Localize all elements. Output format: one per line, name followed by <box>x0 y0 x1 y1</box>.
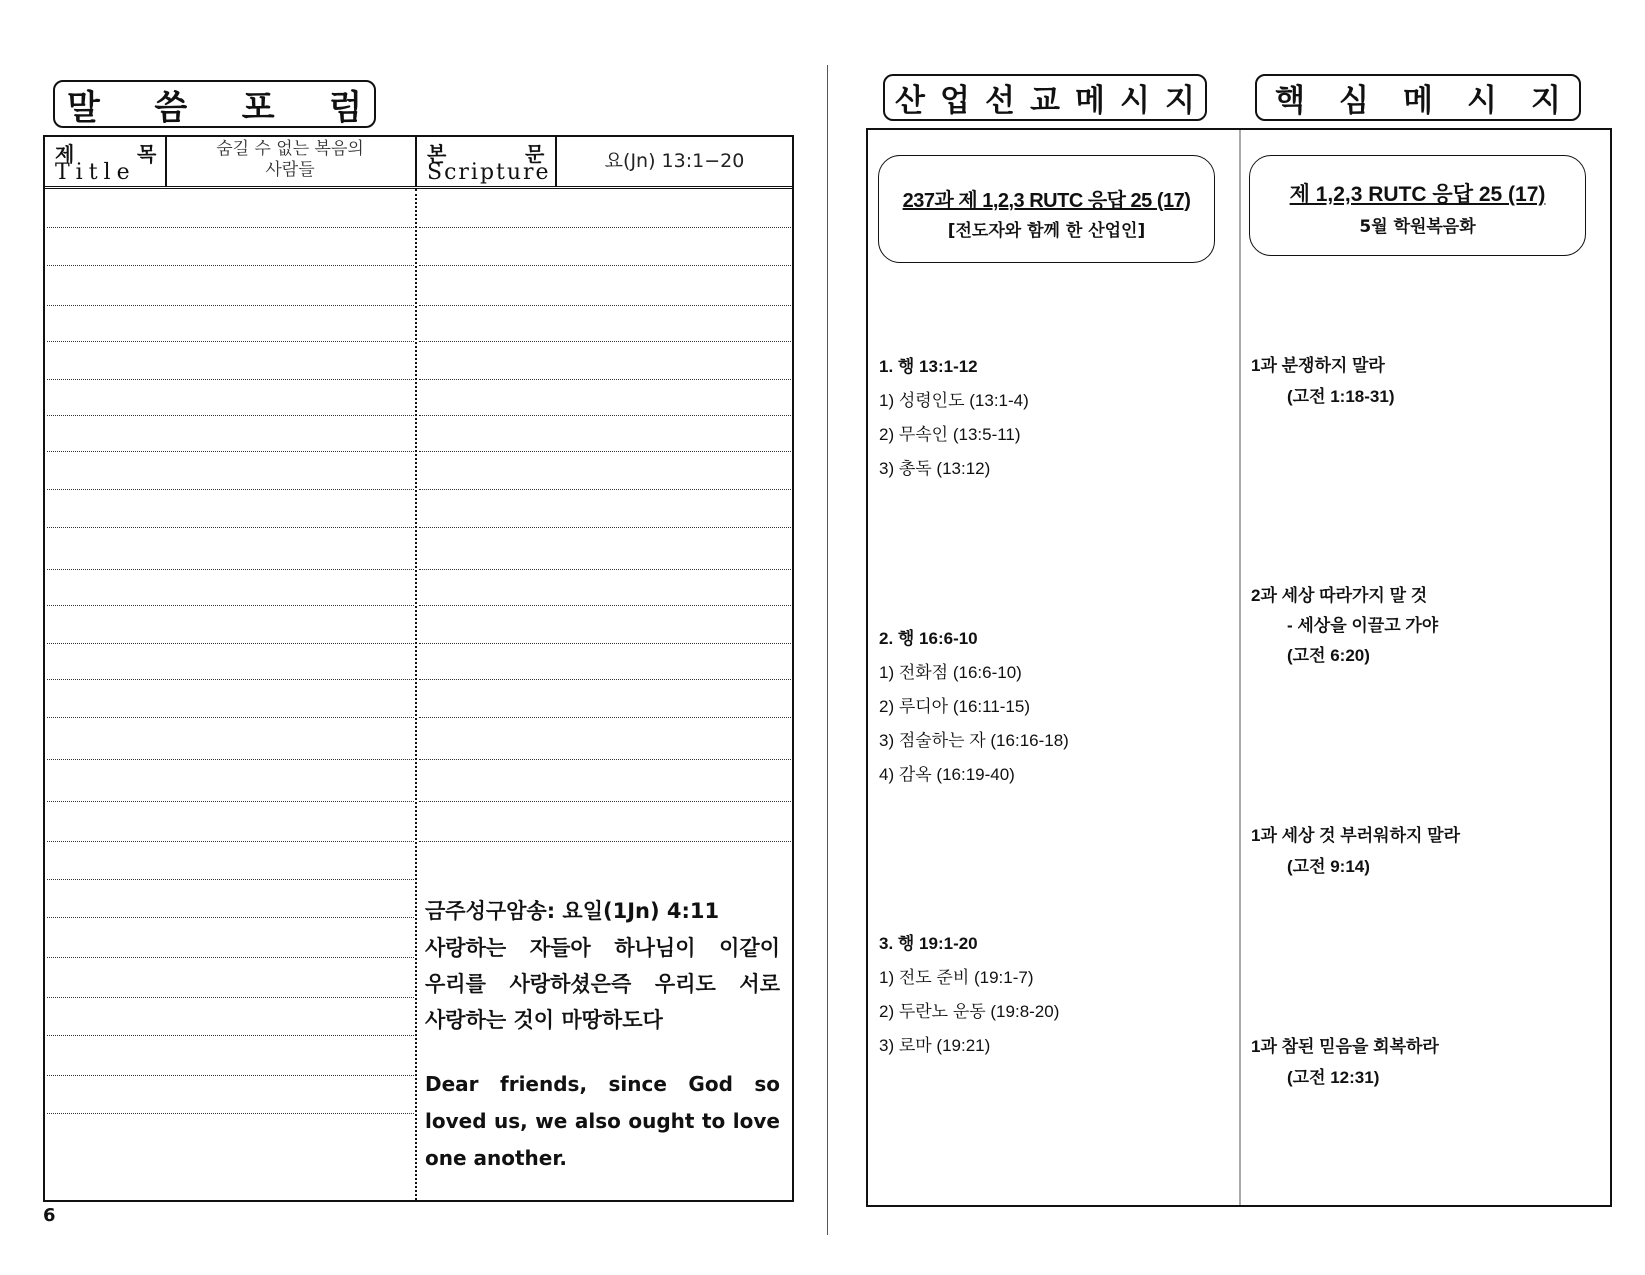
note-line <box>47 1113 414 1114</box>
scripture-label-cell <box>417 137 553 186</box>
left-heading <box>53 80 376 128</box>
heading-char: 업 <box>940 83 970 119</box>
note-line <box>47 227 414 228</box>
note-line <box>47 1075 414 1076</box>
title-label-ko-1: 제 <box>55 142 75 166</box>
note-line <box>47 569 414 570</box>
section-item: 2) 무속인 (13:5-11) <box>879 425 1021 444</box>
title-label-en: Title <box>55 160 136 185</box>
heading-char: 교 <box>1030 83 1060 119</box>
section-item: 3) 점술하는 자 (16:16-18) <box>879 731 1069 750</box>
heading-char: 지 <box>1531 83 1561 119</box>
memory-verse-en-3: one another. <box>425 1146 567 1170</box>
notes-column-divider <box>415 189 417 1200</box>
note-line <box>419 341 791 342</box>
note-line <box>47 957 414 958</box>
heading-char: 지 <box>1165 83 1195 119</box>
note-line <box>47 679 414 680</box>
note-line <box>419 227 791 228</box>
note-line <box>47 879 414 880</box>
note-line <box>419 265 791 266</box>
core-message-heading <box>1255 74 1581 121</box>
industrial-mission-heading <box>883 74 1207 121</box>
memory-verse-en-2: loved us, we also ought to love <box>425 1109 780 1133</box>
note-line <box>47 997 414 998</box>
page-fold-line <box>827 65 828 1235</box>
heading-char: 산 <box>895 83 925 119</box>
heading-char: 심 <box>1339 83 1369 119</box>
note-line <box>419 717 791 718</box>
heading-char: 메 <box>1403 83 1433 119</box>
note-line <box>47 717 414 718</box>
scripture-label-ko-1: 본 <box>427 142 447 166</box>
note-line <box>47 643 414 644</box>
title-label-ko-2: 목 <box>137 142 157 166</box>
section-title: 2. 행 16:6-10 <box>879 629 978 648</box>
column-divider <box>1239 130 1241 1205</box>
section-item: 3) 총독 (13:12) <box>879 459 991 478</box>
core-box-line1: 제 1,2,3 RUTC 응답 25 (17) <box>1289 183 1546 206</box>
title-label-cell <box>45 137 165 186</box>
heading-char: 시 <box>1120 83 1150 119</box>
section-title: 1. 행 13:1-12 <box>879 357 978 376</box>
lesson-ref: (고전 12:31) <box>1287 1068 1380 1087</box>
lesson-title: 2과 세상 따라가지 말 것 <box>1251 586 1428 605</box>
note-line <box>419 841 791 842</box>
section-item: 2) 루디아 (16:11-15) <box>879 697 1031 716</box>
memory-verse-block <box>425 892 780 1177</box>
memory-verse-ko-3: 사랑하는 것이 마땅하도다 <box>425 1008 663 1032</box>
sermon-notes-table <box>43 135 794 1202</box>
note-line <box>419 379 791 380</box>
lesson-ref: (고전 1:18-31) <box>1287 387 1395 406</box>
section-item: 2) 두란노 운동 (19:8-20) <box>879 1002 1060 1021</box>
note-line <box>419 605 791 606</box>
heading-char: 포 <box>241 87 275 128</box>
topic-box-line2: [전도자와 함께 한 산업인] <box>947 221 1146 241</box>
lesson-subline: - 세상을 이끌고 가야 <box>1287 616 1439 635</box>
title-value-cell <box>167 137 413 186</box>
section-item: 1) 성령인도 (13:1-4) <box>879 391 1029 410</box>
section-item: 3) 로마 (19:21) <box>879 1036 991 1055</box>
note-line <box>419 759 791 760</box>
note-line <box>47 759 414 760</box>
heading-char: 말 <box>67 87 100 128</box>
heading-char: 메 <box>1075 83 1105 119</box>
title-value-line2: 사람들 <box>265 160 315 180</box>
section-item: 4) 감옥 (16:19-40) <box>879 765 1015 784</box>
note-line <box>419 415 791 416</box>
heading-char: 럼 <box>329 87 362 128</box>
note-line <box>419 801 791 802</box>
heading-char: 시 <box>1467 83 1497 119</box>
note-line <box>419 305 791 306</box>
note-line <box>47 341 414 342</box>
note-line <box>47 305 414 306</box>
page-number: 6 <box>43 1205 56 1226</box>
note-line <box>419 643 791 644</box>
scripture-value: 요(Jn) 13:1−20 <box>604 150 745 172</box>
heading-char: 선 <box>985 83 1015 119</box>
lesson-title: 1과 세상 것 부러워하지 말라 <box>1251 826 1460 845</box>
memory-verse-ko-1: 사랑하는 자들아 하나님이 이같이 <box>425 936 780 960</box>
section-title: 3. 행 19:1-20 <box>879 934 978 953</box>
core-box-line2: 5월 학원복음화 <box>1359 217 1476 237</box>
lesson-title: 1과 분쟁하지 말라 <box>1251 356 1385 375</box>
scripture-value-cell <box>557 137 792 186</box>
scripture-label-ko-2: 문 <box>525 142 545 166</box>
note-line <box>47 801 414 802</box>
section-item: 1) 전도 준비 (19:1-7) <box>879 968 1034 987</box>
industrial-mission-topic-box <box>878 155 1215 263</box>
message-outline-box <box>866 128 1612 1207</box>
note-line <box>47 265 414 266</box>
note-line <box>47 451 414 452</box>
memory-verse-ref: 금주성구암송: 요일(1Jn) 4:11 <box>425 899 720 923</box>
lesson-title: 1과 참된 믿음을 회복하라 <box>1251 1037 1439 1056</box>
lesson-ref: (고전 6:20) <box>1287 646 1370 665</box>
memory-verse-en-1: Dear friends, since God so <box>425 1072 780 1096</box>
lesson-ref: (고전 9:14) <box>1287 857 1370 876</box>
note-line <box>419 679 791 680</box>
note-line <box>47 1035 414 1036</box>
note-line <box>47 527 414 528</box>
note-line <box>419 489 791 490</box>
note-line <box>47 841 414 842</box>
note-line <box>47 379 414 380</box>
note-line <box>419 527 791 528</box>
topic-box-line1: 237과 제 1,2,3 RUTC 응답 25 (17) <box>902 190 1191 212</box>
table-header <box>45 137 792 189</box>
scripture-label-en: Scripture <box>427 160 551 185</box>
heading-char: 핵 <box>1275 83 1305 119</box>
note-line <box>419 569 791 570</box>
note-line <box>47 489 414 490</box>
section-item: 1) 전화점 (16:6-10) <box>879 663 1022 682</box>
note-line <box>47 605 414 606</box>
core-message-topic-box <box>1249 155 1586 256</box>
title-value-line1: 숨길 수 없는 복음의 <box>216 139 364 159</box>
note-line <box>47 917 414 918</box>
note-line <box>419 451 791 452</box>
heading-char: 씀 <box>154 87 188 128</box>
memory-verse-ko-2: 우리를 사랑하셨은즉 우리도 서로 <box>425 972 780 996</box>
note-line <box>47 415 414 416</box>
